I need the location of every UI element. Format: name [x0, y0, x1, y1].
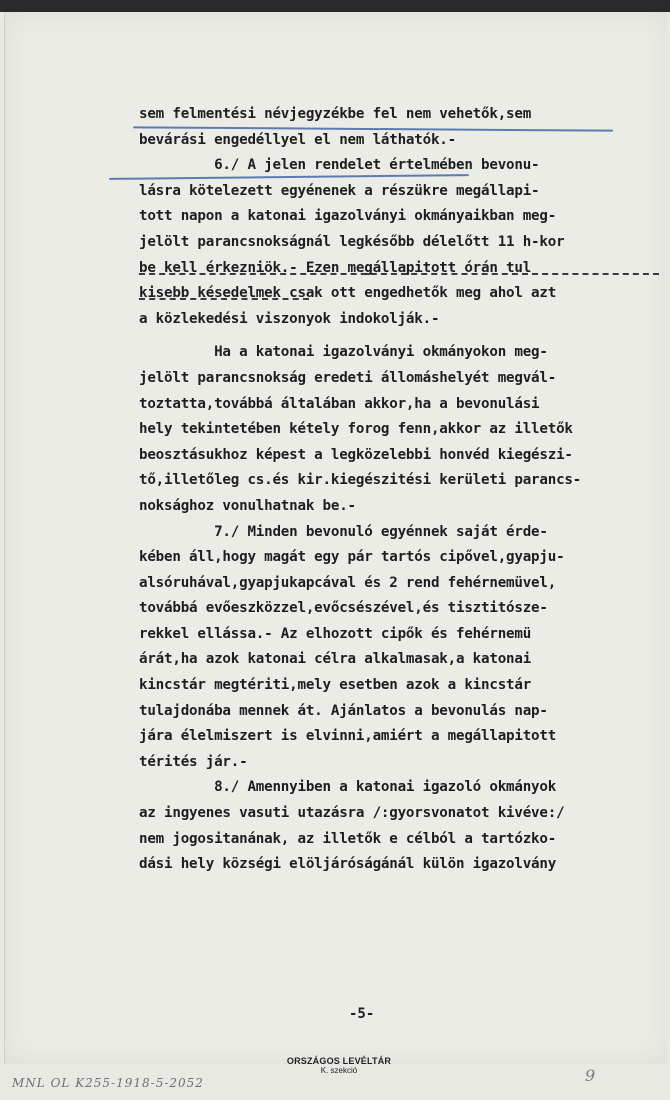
text-line: tott napon a katonai igazolványi okmányaikban meg-	[139, 208, 557, 225]
text-line: tulajdonába mennek át. Ajánlatos a bevonulás nap-	[139, 702, 548, 719]
text-line: kisebb késedelmek csak ott engedhetők meg ahol azt	[139, 285, 557, 302]
archive-stamp-line1: ORSZÁGOS LEVÉLTÁR	[286, 1056, 392, 1066]
text-line: továbbá evőeszközzel,evőcsészével,és tisztitósze-	[139, 600, 548, 617]
text-line: rekkel ellássa.- Az elhozott cipők és fehérnemü	[139, 625, 532, 642]
text-line: az ingyenes vasuti utazásra /:gyorsvonatot kivéve:/	[139, 805, 565, 822]
text-line: Ha a katonai igazolványi okmányokon meg-	[139, 344, 548, 361]
text-line: be kell érkezniök.- Ezen megállapitott órán tul	[139, 259, 532, 276]
text-line: toztatta,továbbá általában akkor,ha a bevonulási	[139, 395, 540, 412]
text-line: térités jár.-	[139, 753, 248, 770]
archive-reference: MNL OL K255-1918-5-2052	[12, 1076, 204, 1090]
text-line: kében áll,hogy magát egy pár tartós cipővel,gyapju-	[139, 549, 565, 566]
page-number: -5-	[349, 1006, 375, 1022]
archive-stamp-line2: K. szekció	[320, 1066, 358, 1075]
text-line: árát,ha azok katonai célra alkalmasak,a katonai	[139, 651, 532, 668]
text-line: dási hely községi elöljáróságánál külön igazolvány	[139, 856, 557, 873]
text-line: alsóruhával,gyapjukapcával és 2 rend fehérnemüvel,	[139, 574, 557, 591]
text-line: beosztásukhoz képest a legközelebbi honvéd kiegészi-	[139, 446, 573, 463]
text-line: lásra kötelezett egyénenek a részükre megállapi-	[139, 182, 540, 199]
pencil-mark: 9	[585, 1066, 596, 1085]
text-line: 8./ Amennyiben a katonai igazoló okmányok	[139, 779, 557, 796]
text-line	[139, 332, 659, 340]
text-line: bevárási engedéllyel el nem láthatók.-	[139, 131, 456, 148]
text-line: a közlekedési viszonyok indokolják.-	[139, 310, 440, 327]
text-line: hely tekintetében kétely forog fenn,akkor az illetők	[139, 421, 573, 438]
archive-stamp	[284, 1056, 394, 1075]
text-line: 7./ Minden bevonuló egyénnek saját érde-	[139, 523, 548, 540]
text-line: 6./ A jelen rendelet értelmében bevonu-	[139, 157, 540, 174]
document-page	[4, 12, 667, 1064]
text-line: sem felmentési névjegyzékbe fel nem vehetők,sem	[139, 106, 532, 122]
text-line: nem jogositanának, az illetők e célból a tartózko-	[139, 830, 557, 847]
text-line: jelölt parancsnokság eredeti állomáshelyét megvál-	[139, 369, 557, 386]
text-line: jára élelmiszert is elvinni,amiért a megállapitott	[139, 728, 557, 745]
text-line: tő,illetőleg cs.és kir.kiegészitési kerületi parancs-	[139, 472, 582, 489]
scan-top-edge	[0, 0, 670, 12]
text-line: jelölt parancsnokságnál legkésőbb délelőtt 11 h-kor	[139, 233, 565, 250]
text-line: noksághoz vonulhatnak be.-	[139, 497, 356, 514]
document-body	[139, 102, 659, 878]
text-line: kincstár megtériti,mely esetben azok a kincstár	[139, 677, 532, 694]
